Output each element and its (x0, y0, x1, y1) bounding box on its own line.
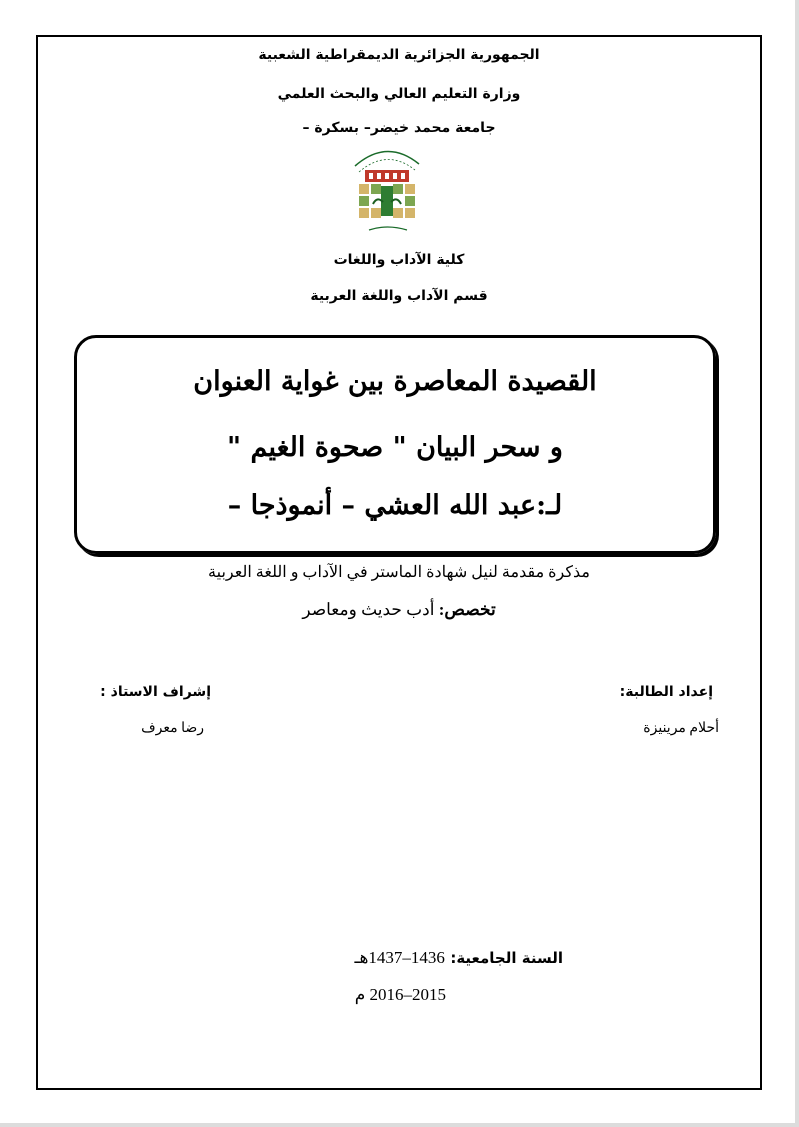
academic-year-line (354, 948, 563, 968)
department-name: قسم الآداب واللغة العربية (310, 288, 488, 304)
academic-year-gregorian: 2015–2016 م (354, 985, 446, 1004)
university-name: جامعة محمد خيضر– بسكرة – (302, 120, 496, 136)
ministry-name: وزارة التعليم العالي والبحث العلمي (277, 86, 521, 102)
republic-name: الجمهورية الجزائرية الديمقراطية الشعبية (258, 47, 540, 63)
supervisor-name: رضا معرف (141, 721, 204, 736)
specialty-line (36, 600, 762, 620)
specialty-label: تخصص: (438, 600, 496, 619)
thesis-description: مذكرة مقدمة لنيل شهادة الماستر في الآداب و اللغة العربية (208, 564, 590, 581)
student-label: إعداد الطالبة: (619, 684, 713, 700)
college-name: كلية الآداب واللغات (333, 252, 465, 268)
thesis-title-line-3: لـ:عبد الله العشي – أنموذجا – (227, 490, 563, 521)
thesis-title-line-1: القصيدة المعاصرة بين غواية العنوان (193, 366, 597, 397)
student-name: أحلام مرينيزة (643, 721, 719, 736)
academic-year-hijri: 1436–1437هـ (354, 948, 445, 967)
thesis-title-line-2: و سحر البيان " صحوة الغيم " (227, 432, 563, 463)
university-logo (347, 144, 427, 236)
supervisor-label: إشراف الاستاذ : (100, 684, 211, 700)
specialty-value: أدب حديث ومعاصر (302, 600, 435, 619)
academic-year-label: السنة الجامعية: (450, 949, 563, 967)
